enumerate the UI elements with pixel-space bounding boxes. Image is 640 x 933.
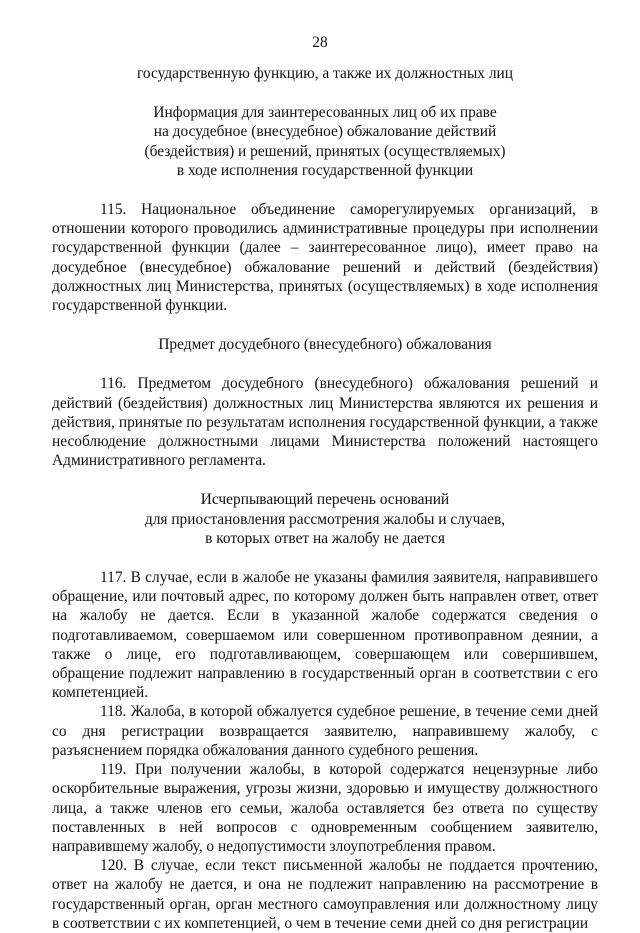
page-number: 28 bbox=[312, 34, 328, 51]
section-heading-appeal-rights bbox=[52, 103, 598, 180]
paragraph-120: 120. В случае, если текст письменной жалобы не поддается прочтению, ответ на жалобу не дается, и она не подлежит направлению на рассмотрение в государственный орган, орган местного самоуправления или должностному лицу в соответствии с их компетенцией, о чем в течение семи дней со дня регистрации bbox=[52, 857, 598, 932]
heading-line: на досудебное (внесудебное) обжалование действий bbox=[153, 123, 497, 141]
continuation-line: государственную функцию, а также их должностных лиц bbox=[136, 65, 514, 82]
paragraph-119: 119. При получении жалобы, в которой содержатся нецензурные либо оскорбительные выражения, угрозы жизни, здоровью и имуществу должностного лица, а также членов его семьи, жалоба оставляется без ответа по существу поставленных в ней вопросов с одновременным сообщением заявителю, направившему жалобу, о недопустимости злоупотребления правом. bbox=[52, 761, 598, 855]
paragraph-116: 116. Предметом досудебного (внесудебного) обжалования решений и действий (бездействия) должностных лиц Министерства являются их решения и действия, принятые по результатам исполнения государственной функции, а также несоблюдение должностными лицами Министерства положений настоящего Административного регламента. bbox=[52, 375, 598, 470]
page-content bbox=[52, 64, 598, 933]
heading-line: Исчерпывающий перечень оснований bbox=[200, 491, 450, 509]
heading-line: Предмет досудебного (внесудебного) обжалования bbox=[158, 336, 492, 354]
heading-line: в ходе исполнения государственной функции bbox=[176, 161, 474, 179]
section-heading-appeal-subject bbox=[52, 335, 598, 354]
section-heading-grounds-list bbox=[52, 490, 598, 548]
paragraph-118: 118. Жалоба, в которой обжалуется судебное решение, в течение семи дней со дня регистрации возвращается заявителю, направившему жалобу, с разъяснением порядка обжалования данного судебного решения. bbox=[52, 703, 598, 759]
heading-line: для приостановления рассмотрения жалобы и случаев, bbox=[144, 510, 506, 528]
heading-line: (бездействия) и решений, принятых (осуществляемых) bbox=[144, 142, 506, 160]
paragraph-117: 117. В случае, если в жалобе не указаны фамилия заявителя, направившего обращение, или почтовый адрес, по которому должен быть направлен ответ, ответ на жалобу не дается. Если в указанной жалобе содержатся сведения о подготавливаемом, совершаемом или совершенном противоправном деянии, а также о лице, его подготавливающем, совершающем или совершившем, обращение подлежит направлению в государственный орган в соответствии с его компетенцией. bbox=[52, 569, 598, 702]
heading-line: в которых ответ на жалобу не дается bbox=[205, 529, 445, 547]
heading-line: Информация для заинтересованных лиц об их праве bbox=[153, 104, 497, 122]
paragraph-115: 115. Национальное объединение саморегулируемых организаций, в отношении которого проводились административные процедуры при исполнении государственной функции (далее – заинтересованное лицо), имеет право на досудебное (внесудебное) обжалование решений и действий (бездействия) должностных лиц Министерства, принятых (осуществляемых) в ходе исполнения государственной функции. bbox=[52, 201, 598, 315]
